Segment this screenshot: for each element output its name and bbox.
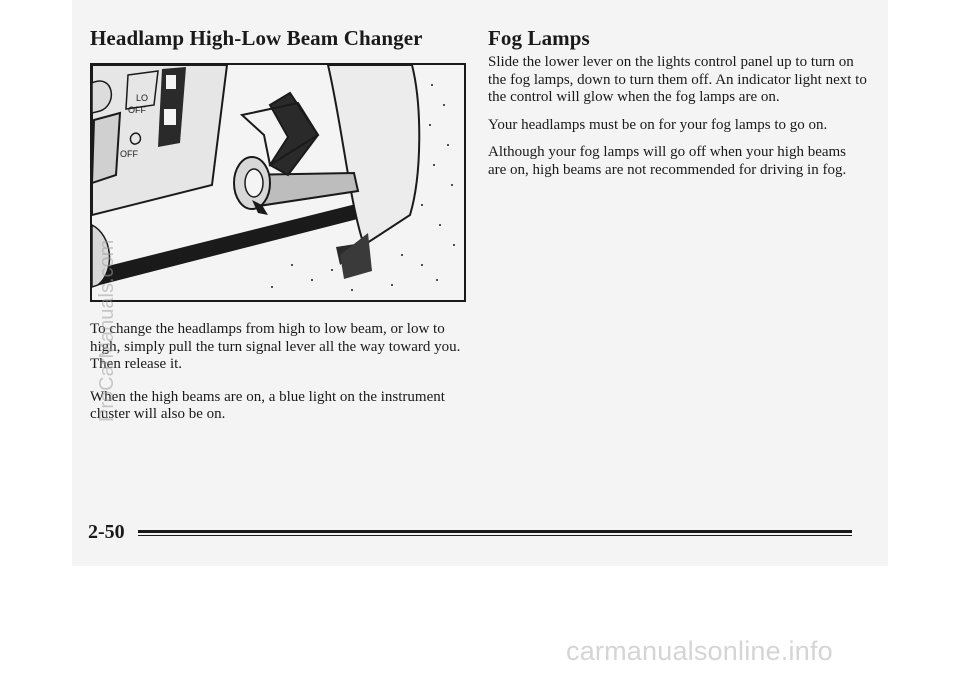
left-column — [90, 26, 470, 51]
headlamp-instructions — [90, 321, 475, 424]
fog-lamps-paragraph-1: Slide the lower lever on the lights control panel up to turn on the fog lamps, down to turn them off. An indicator light next to the control will glow when the fog lamps are on. — [488, 54, 867, 105]
footer-rule — [138, 530, 852, 533]
footer-rule-thin — [138, 535, 852, 536]
fog-lamps-heading: Fog Lamps — [488, 26, 590, 50]
headlamp-instructions-paragraph-1: To change the headlamps from high to low beam, or low to high, simply pull the turn signal lever all the way toward you. Then release it. — [90, 321, 461, 372]
fog-lamps-paragraph-2: Your headlamps must be on for your fog lamps to go on. — [488, 116, 828, 133]
headlamp-instructions-paragraph-2: When the high beams are on, a blue light on the instrument cluster will also be on. — [90, 388, 445, 422]
illustration-label-off-lower: OFF — [120, 149, 138, 159]
page-number: 2-50 — [88, 521, 125, 543]
fog-lamps-paragraph-3: Although your fog lamps will go off when your high beams are on, high beams are not recommended for driving in fog. — [488, 144, 847, 178]
turn-signal-lever-illustration — [90, 63, 466, 302]
headlamp-beam-changer-heading: Headlamp High-Low Beam Changer — [90, 26, 423, 50]
illustration-label-off-upper: OFF — [128, 105, 146, 115]
illustration-label-lo: LO — [136, 93, 149, 103]
right-column — [488, 26, 868, 51]
side-watermark: ProCarManuals.com — [96, 239, 118, 422]
fog-lamps-instructions — [488, 54, 868, 179]
bottom-watermark: carmanualsonline.info — [566, 636, 833, 666]
